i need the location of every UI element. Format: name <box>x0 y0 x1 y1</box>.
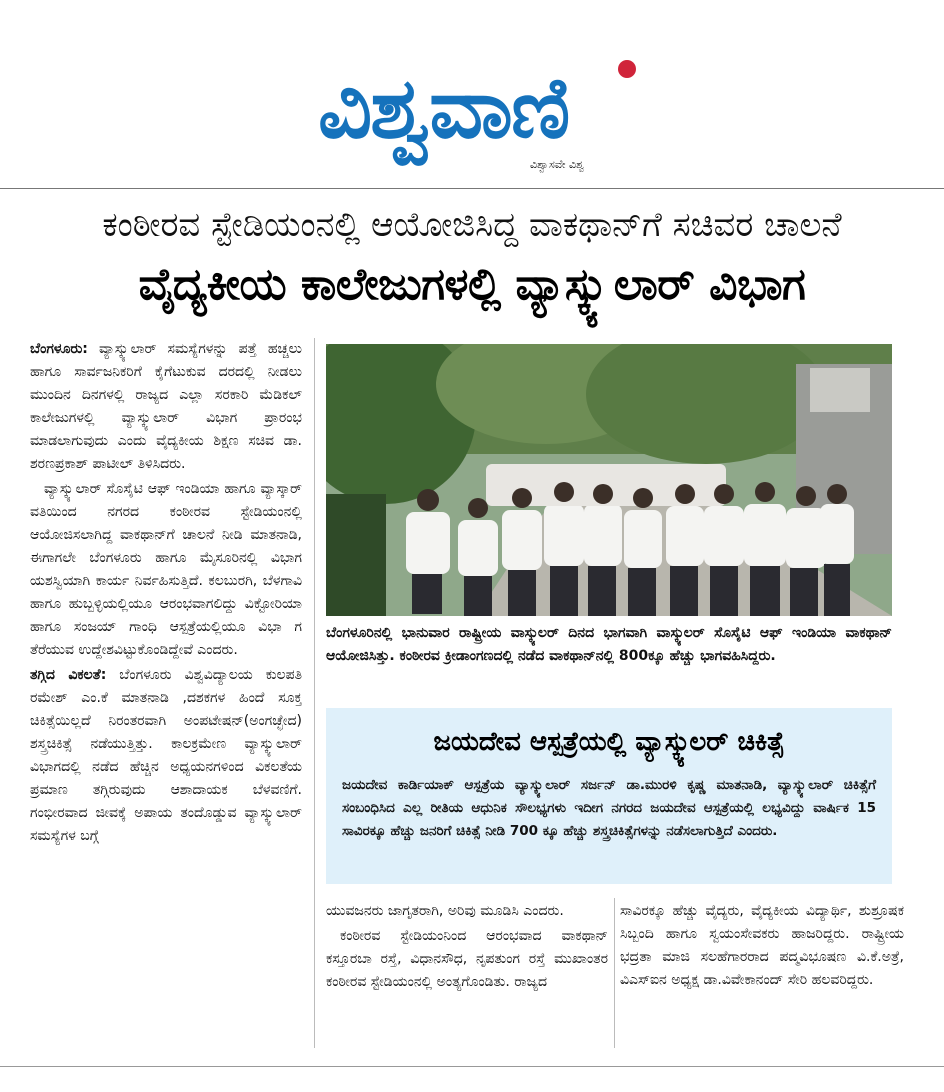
article-headline: ವೈದ್ಯಕೀಯ ಕಾಲೇಜುಗಳಲ್ಲಿ ವ್ಯಾಸ್ಕ್ಯುಲಾರ್ ವಿಭಾಗ <box>138 259 806 310</box>
sidebar-box <box>326 708 892 884</box>
article-paragraph: ಯುವಜನರು ಜಾಗೃತರಾಗಿ, ಅರಿವು ಮೂಡಿಸಿ ಎಂದರು. <box>326 903 564 919</box>
article-kicker: ಕಂಠೀರವ ಸ್ಟೇಡಿಯಂನಲ್ಲಿ ಆಯೋಜಿಸಿದ್ದ ವಾಕಥಾನ್‌ಗೆ ಸಚಿವರ ಚಾಲನೆ <box>102 205 842 245</box>
article-column-left <box>30 338 302 850</box>
article-text: ವ್ಯಾಸ್ಕ್ಯುಲಾರ್ ಸಮಸ್ಯೆಗಳನ್ನು ಪತ್ತೆ ಹಚ್ಚಲು ಹಾಗೂ ಸಾರ್ವಜನಿಕರಿಗೆ ಕೈಗೆಟುಕುವ ದರದಲ್ಲಿ ನೀಡಲು ಮುಂದಿನ ದಿನಗಳಲ್ಲಿ ರಾಜ್ಯದ ಎಲ್ಲಾ ಸರಕಾರಿ ಮೆಡಿಕಲ್ ಕಾಲೇಜುಗಳಲ್ಲಿ ವ್ಯಾಸ್ಕ್ಯುಲಾರ್ ವಿಭಾಗ ಪ್ರಾರಂಭ ಮಾಡಲಾಗುವುದು ಎಂದು ವೈದ್ಯಕೀಯ ಶಿಕ್ಷಣ ಸಚಿವ ಡಾ. ಶರಣಪ್ರಕಾಶ್ ಪಾಟೀಲ್ ತಿಳಿಸಿದರು. <box>30 341 302 472</box>
logo-tagline: ವಿಶ್ವಾಸವೇ ವಿಶ್ವ <box>530 158 585 171</box>
logo-text: ವಿಶ್ವವಾಣಿ <box>318 59 569 157</box>
logo-dot-icon <box>618 60 636 78</box>
sidebar-box-title: ಜಯದೇವ ಆಸ್ಪತ್ರೆಯಲ್ಲಿ ವ್ಯಾಸ್ಕ್ಯುಲರ್ ಚಿಕಿತ್ಸೆ <box>433 727 785 757</box>
article-text: ಬೆಂಗಳೂರು ವಿಶ್ವವಿದ್ಯಾಲಯ ಕುಲಪತಿ ರಮೇಶ್ ಎಂ.ಕೆ ಮಾತನಾಡಿ ,ದಶಕಗಳ ಹಿಂದೆ ಸೂಕ್ತ ಚಿಕಿತ್ಸೆಯಿಲ್ಲದೆ ನಿರಂತರವಾಗಿ ಅಂಪಟೇಷನ್(ಅಂಗಚ್ಛೇದ) ಶಸ್ತ್ರಚಿಕಿತ್ಸೆ ನಡೆಯುತ್ತಿತ್ತು. ಕಾಲಕ್ರಮೇಣ ವ್ಯಾಸ್ಕ್ಯುಲಾರ್ ವಿಭಾಗದಲ್ಲಿ ನಡೆದ ಹೆಚ್ಚಿನ ಅಧ್ಯಯನಗಳಿಂದ ವಿಕಲತೆಯ ಪ್ರಮಾಣ ತಗ್ಗಿರುವುದು ಆಶಾದಾಯಕ ಬೆಳವಣಿಗೆ. ಗಂಭೀರವಾದ ಜೀವಕ್ಕೆ ಅಪಾಯ ತಂದೊಡ್ಡುವ ವ್ಯಾಸ್ಕ್ಯುಲಾರ್ ಸಮಸ್ಯೆಗಳ ಬಗ್ಗೆ <box>30 667 302 844</box>
masthead <box>0 0 944 190</box>
article-subhead: ತಗ್ಗಿದ ವಿಕಲತೆ: <box>30 667 107 683</box>
walkathon-photo-image <box>326 344 892 616</box>
article-paragraph: ಕಂಠೀರವ ಸ್ಟೇಡಿಯಂನಿಂದ ಆರಂಭವಾದ ವಾಕಥಾನ್ ಕಸ್ತೂರಬಾ ರಸ್ತೆ, ವಿಧಾನಸೌಧ, ನೃಪತುಂಗ ರಸ್ತೆ ಮುಖಾಂತರ ಕಂಠೀರವ ಸ್ಟೇಡಿಯಂನಲ್ಲಿ ಅಂತ್ಯಗೊಂಡಿತು. ರಾಜ್ಯದ <box>326 928 608 990</box>
article-paragraph <box>30 664 302 848</box>
column-divider <box>614 898 615 1048</box>
article-column-middle <box>326 900 608 996</box>
page-bottom-rule <box>0 1066 944 1067</box>
article-paragraph: ಸಾವಿರಕ್ಕೂ ಹೆಚ್ಚು ವೈದ್ಯರು, ವೈದ್ಯಕೀಯ ವಿದ್ಯಾರ್ಥಿ, ಶುಶ್ರೂಷಕ ಸಿಬ್ಬಂದಿ ಹಾಗೂ ಸ್ವಯಂಸೇವಕರು ಹಾಜರಿದ್ದರು. ರಾಷ್ಟ್ರೀಯ ಭದ್ರತಾ ಮಾಜಿ ಸಲಹೆಗಾರರಾದ ಪದ್ಮವಿಭೂಷಣ ವಿ.ಕೆ.ಅತ್ರೆ, ವಿಎಸ್‌ಐನ ಅಧ್ಯಕ್ಷ ಡಾ.ವಿವೇಕಾನಂದ್ ಸೇರಿ ಹಲವರಿದ್ದರು. <box>620 903 904 988</box>
sidebar-box-body: ಜಯದೇವ ಕಾರ್ಡಿಯಾಕ್ ಆಸ್ಪತ್ರೆಯ ವ್ಯಾಸ್ಕ್ಯುಲಾರ್ ಸರ್ಜನ್ ಡಾ.ಮುರಳಿ ಕೃಷ್ಣ ಮಾತನಾಡಿ, ವ್ಯಾಸ್ಕ್ಯುಲಾರ್ ಚಿಕಿತ್ಸೆಗೆ ಸಂಬಂಧಿಸಿದ ಎಲ್ಲ ರೀತಿಯ ಆಧುನಿಕ ಸೌಲಭ್ಯಗಳು ಇದೀಗ ನಗರದ ಜಯದೇವ ಆಸ್ಪತ್ರೆಯಲ್ಲಿ ಲಭ್ಯವಿದ್ದು ವಾರ್ಷಿಕ 15 ಸಾವಿರಕ್ಕೂ ಹೆಚ್ಚು ಜನರಿಗೆ ಚಿಕಿತ್ಸೆ ನೀಡಿ 700 ಕ್ಕೂ ಹೆಚ್ಚು ಶಸ್ತ್ರಚಿಕಿತ್ಸೆಗಳನ್ನು ನಡೆಸಲಾಗುತ್ತಿದೆ ಎಂದರು. <box>342 777 876 839</box>
article-paragraph <box>30 338 302 476</box>
masthead-divider <box>0 188 944 189</box>
article-dateline: ಬೆಂಗಳೂರು: <box>30 341 88 357</box>
walkathon-photo <box>326 344 892 616</box>
column-divider <box>314 338 315 1048</box>
article-paragraph: ವ್ಯಾಸ್ಕ್ಯುಲಾರ್ ಸೊಸೈಟಿ ಆಫ್ ಇಂಡಿಯಾ ಹಾಗೂ ವ್ಯಾಸ್ಕಾರ್ ವತಿಯಿಂದ ನಗರದ ಕಂಠೀರವ ಸ್ಟೇಡಿಯಂನಲ್ಲಿ ಆಯೋಜಿಸಲಾಗಿದ್ದ ವಾಕಥಾನ್‌ಗೆ ಚಾಲನೆ ನೀಡಿ ಮಾತನಾಡಿ, ಈಗಾಗಲೇ ಬೆಂಗಳೂರು ಹಾಗೂ ಮೈಸೂರಿನಲ್ಲಿ ವಿಭಾಗ ಯಶಸ್ವಿಯಾಗಿ ಕಾರ್ಯ ನಿರ್ವಹಿಸುತ್ತಿದೆ. ಕಲಬುರಗಿ, ಬೆಳಗಾವಿ ಹಾಗೂ ಹುಬ್ಬಳ್ಳಿಯಲ್ಲಿಯೂ ಆರಂಭವಾಗಲಿದ್ದು ವಿಕ್ಟೋರಿಯಾ ಹಾಗೂ ಸಂಜಯ್ ಗಾಂಧಿ ಆಸ್ಪತ್ರೆಯಲ್ಲಿಯೂ ವಿಭಾ ಗ ತೆರೆಯುವ ಉದ್ದೇಶವಿಟ್ಟುಕೊಂಡಿದ್ದೇವೆ ಎಂದರು. <box>30 481 302 658</box>
newspaper-logo <box>318 58 638 174</box>
article-column-right <box>620 900 904 994</box>
photo-caption: ಬೆಂಗಳೂರಿನಲ್ಲಿ ಭಾನುವಾರ ರಾಷ್ಟ್ರೀಯ ವಾಸ್ಕ್ಯುಲರ್ ದಿನದ ಭಾಗವಾಗಿ ವಾಸ್ಕ್ಯುಲರ್ ಸೊಸೈಟಿ ಆಫ್ ಇಂಡಿಯಾ ವಾಕಥಾನ್ ಆಯೋಜಿಸಿತ್ತು. ಕಂಠೀರವ ಕ್ರೀಡಾಂಗಣದಲ್ಲಿ ನಡೆದ ವಾಕಥಾನ್‌ನಲ್ಲಿ 800ಕ್ಕೂ ಹೆಚ್ಚು ಭಾಗವಹಿಸಿದ್ದರು. <box>326 625 892 664</box>
